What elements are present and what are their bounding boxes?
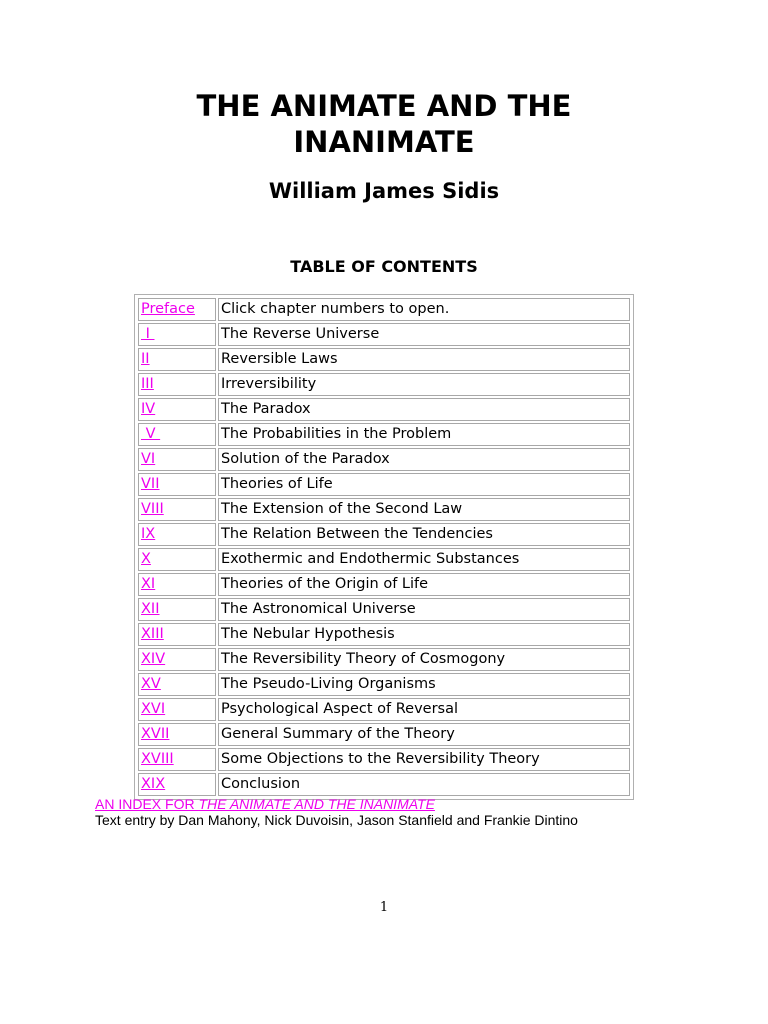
chapter-link[interactable]: I xyxy=(141,326,155,342)
chapter-link[interactable]: III xyxy=(141,376,154,392)
chapter-link[interactable]: IX xyxy=(141,526,156,542)
chapter-link[interactable]: VI xyxy=(141,451,156,467)
toc-chapter-cell xyxy=(138,723,216,746)
toc-chapter-title: The Paradox xyxy=(218,398,630,421)
toc-chapter-cell xyxy=(138,323,216,346)
document-title xyxy=(0,88,768,160)
index-link[interactable] xyxy=(95,796,435,813)
toc-row xyxy=(138,398,630,421)
toc-chapter-cell xyxy=(138,548,216,571)
chapter-link[interactable]: VII xyxy=(141,476,160,492)
author-name: William James Sidis xyxy=(268,179,500,203)
toc-chapter-cell xyxy=(138,698,216,721)
chapter-link[interactable]: XVII xyxy=(141,726,170,742)
chapter-link[interactable]: Preface xyxy=(141,301,195,317)
chapter-link[interactable]: XVIII xyxy=(141,751,174,767)
toc-chapter-title: The Nebular Hypothesis xyxy=(218,623,630,646)
toc-chapter-cell xyxy=(138,598,216,621)
toc-row xyxy=(138,298,630,321)
toc-chapter-title: Theories of the Origin of Life xyxy=(218,573,630,596)
chapter-link[interactable]: XIX xyxy=(141,776,166,792)
toc-row xyxy=(138,723,630,746)
toc-chapter-title: Conclusion xyxy=(218,773,630,796)
toc-row xyxy=(138,573,630,596)
toc-chapter-cell xyxy=(138,473,216,496)
chapter-link[interactable]: X xyxy=(141,551,151,567)
toc-chapter-cell xyxy=(138,298,216,321)
toc-chapter-cell xyxy=(138,623,216,646)
toc-row xyxy=(138,498,630,521)
toc-row xyxy=(138,448,630,471)
toc-row xyxy=(138,323,630,346)
toc-heading: TABLE OF CONTENTS xyxy=(290,257,478,276)
toc-row xyxy=(138,748,630,771)
toc-chapter-cell xyxy=(138,448,216,471)
toc-chapter-title: The Reverse Universe xyxy=(218,323,630,346)
toc-body xyxy=(138,298,630,796)
toc-chapter-title: Some Objections to the Reversibility Theory xyxy=(218,748,630,771)
toc-chapter-title: Click chapter numbers to open. xyxy=(218,298,630,321)
chapter-link[interactable]: XIV xyxy=(141,651,166,667)
toc-chapter-title: Theories of Life xyxy=(218,473,630,496)
chapter-link[interactable]: IV xyxy=(141,401,156,417)
toc-chapter-title: Exothermic and Endothermic Substances xyxy=(218,548,630,571)
toc-chapter-title: General Summary of the Theory xyxy=(218,723,630,746)
chapter-link[interactable]: XIII xyxy=(141,626,164,642)
toc-row xyxy=(138,648,630,671)
chapter-link[interactable]: VIII xyxy=(141,501,164,517)
toc-chapter-cell xyxy=(138,348,216,371)
toc-row xyxy=(138,373,630,396)
toc-chapter-title: Psychological Aspect of Reversal xyxy=(218,698,630,721)
index-link-prefix: AN INDEX FOR xyxy=(95,796,199,812)
toc-chapter-cell xyxy=(138,573,216,596)
toc-chapter-title: The Relation Between the Tendencies xyxy=(218,523,630,546)
toc-chapter-title: The Astronomical Universe xyxy=(218,598,630,621)
toc-chapter-cell xyxy=(138,423,216,446)
index-link-title: THE ANIMATE AND THE INANIMATE xyxy=(198,796,435,812)
toc-chapter-cell xyxy=(138,673,216,696)
chapter-link[interactable]: V xyxy=(141,426,161,442)
toc-chapter-title: Reversible Laws xyxy=(218,348,630,371)
page-number: 1 xyxy=(379,900,389,915)
toc-row xyxy=(138,523,630,546)
title-line-1: THE ANIMATE AND THE xyxy=(196,89,572,123)
toc-chapter-cell xyxy=(138,648,216,671)
toc-table xyxy=(136,296,632,798)
chapter-link[interactable]: XII xyxy=(141,601,160,617)
toc-chapter-cell xyxy=(138,523,216,546)
toc-chapter-title: Irreversibility xyxy=(218,373,630,396)
table-of-contents xyxy=(134,294,634,800)
toc-row xyxy=(138,473,630,496)
toc-row xyxy=(138,698,630,721)
toc-row xyxy=(138,673,630,696)
toc-row xyxy=(138,623,630,646)
toc-chapter-title: Solution of the Paradox xyxy=(218,448,630,471)
credits-text: Text entry by Dan Mahony, Nick Duvoisin, Jason Stanfield and Frankie Dintino xyxy=(95,812,578,828)
toc-chapter-cell xyxy=(138,498,216,521)
chapter-link[interactable]: XVI xyxy=(141,701,166,717)
toc-chapter-title: The Probabilities in the Problem xyxy=(218,423,630,446)
toc-row xyxy=(138,423,630,446)
chapter-link[interactable]: XI xyxy=(141,576,156,592)
chapter-link[interactable]: II xyxy=(141,351,150,367)
chapter-link[interactable]: XV xyxy=(141,676,161,692)
toc-chapter-title: The Reversibility Theory of Cosmogony xyxy=(218,648,630,671)
toc-row xyxy=(138,598,630,621)
title-line-2: INANIMATE xyxy=(293,125,475,159)
toc-chapter-cell xyxy=(138,398,216,421)
toc-chapter-title: The Extension of the Second Law xyxy=(218,498,630,521)
toc-chapter-title: The Pseudo-Living Organisms xyxy=(218,673,630,696)
toc-row xyxy=(138,348,630,371)
toc-row xyxy=(138,773,630,796)
toc-chapter-cell xyxy=(138,773,216,796)
toc-chapter-cell xyxy=(138,373,216,396)
toc-chapter-cell xyxy=(138,748,216,771)
toc-row xyxy=(138,548,630,571)
